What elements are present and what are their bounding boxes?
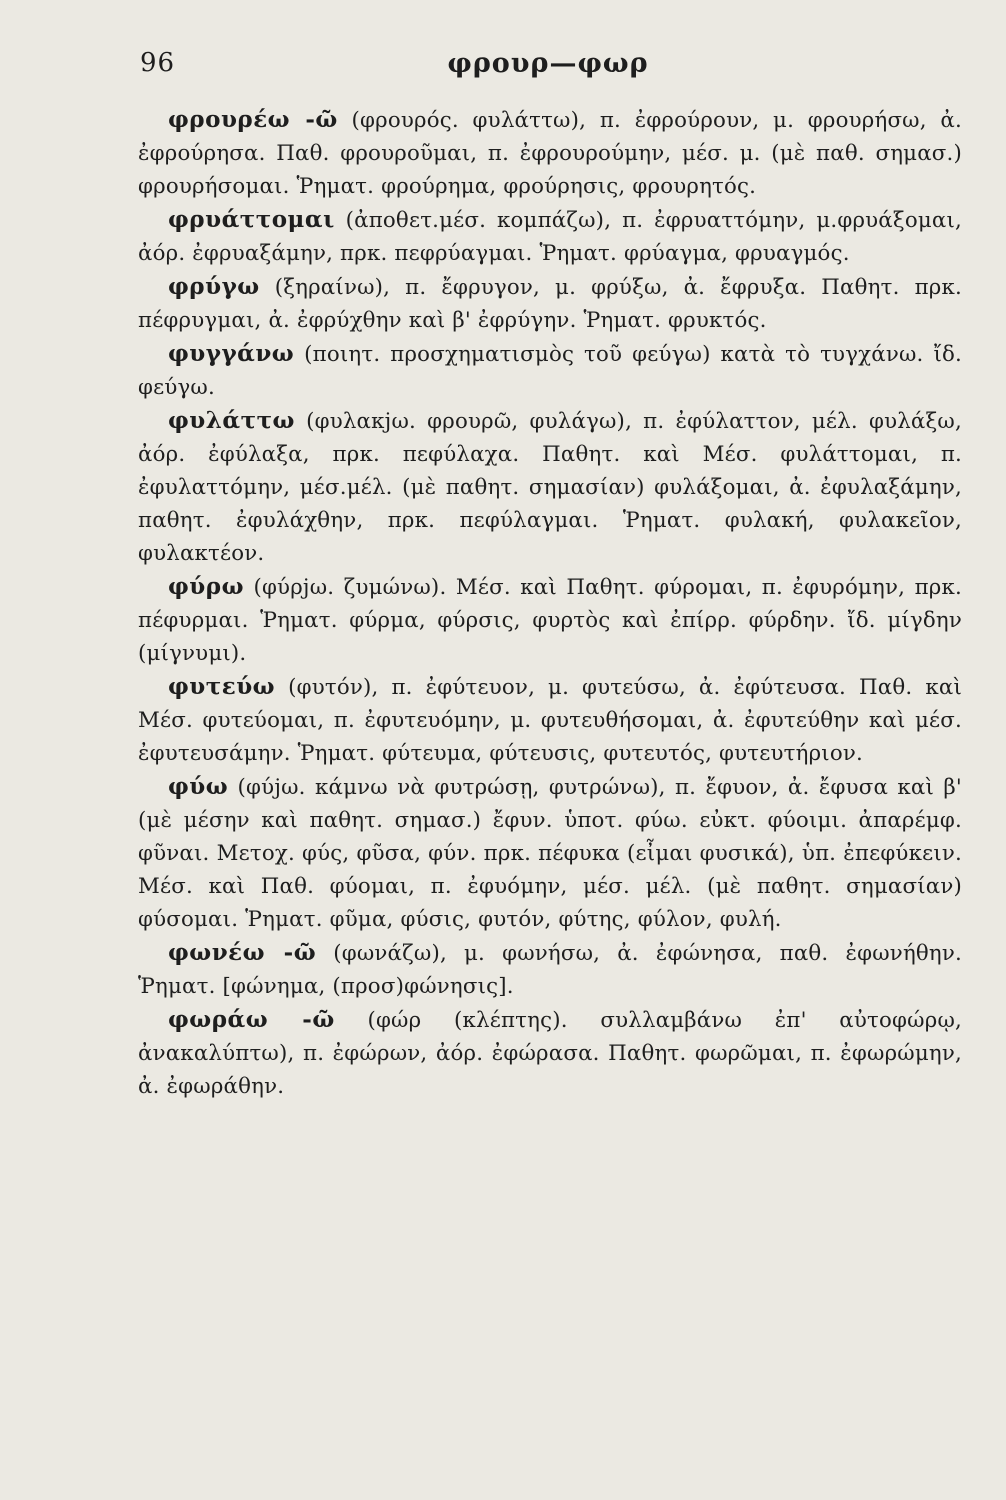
entry-body: (φυλακjω. φρουρῶ, φυλάγω), π. ἐφύλαττον, μέλ. φυλάξω, ἀόρ. ἐφύλαξα, πρκ. πεφύλαχα. Παθητ. καὶ Μέσ. φυλάττομαι, π. ἐφυλαττόμην, μέσ.μέλ. (μὲ παθητ. σημασίαν) φυλάξομαι, ἀ. ἐφυλαξάμην, παθητ. ἐφυλάχθην, πρκ. πεφύλαγμαι. Ῥηματ. φυλακή, φυλακεῖον, φυλακτέον. <box>138 409 962 566</box>
dictionary-entry <box>138 103 962 203</box>
entry-body: (φώρ (κλέπτης). συλλαμβάνω ἐπ' αὐτοφώρῳ, ἀνακαλύπτω), π. ἐφώρων, ἀόρ. ἐφώρασα. Παθητ. φωρῶμαι, π. ἐφωρώμην, ἀ. ἐφωράθην. <box>138 1008 962 1099</box>
entry-headword: φύρω <box>168 573 244 600</box>
entry-body: (φρουρός. φυλάττω), π. ἐφρούρουν, μ. φρουρήσω, ἀ. ἐφρούρησα. Παθ. φρουροῦμαι, π. ἐφρουρούμην, μέσ. μ. (μὲ παθ. σημασ.) φρουρήσομαι. Ῥηματ. φρούρημα, φρούρησις, φρουρητός. <box>138 108 962 199</box>
entry-headword: φυτεύω <box>168 673 276 700</box>
running-head: φρουρ—φωρ <box>447 48 649 79</box>
dictionary-entry <box>138 1003 962 1103</box>
entry-body: (φυτόν), π. ἐφύτευον, μ. φυτεύσω, ἀ. ἐφύτευσα. Παθ. καὶ Μέσ. φυτεύομαι, π. ἐφυτευόμην, μ. φυτευθήσομαι, ἀ. ἐφυτεύθην καὶ μέσ. ἐφυτευσάμην. Ῥηματ. φύτευμα, φύτευσις, φυτευτός, φυτευτήριον. <box>138 675 962 766</box>
entry-headword: φυλάττω <box>168 407 295 434</box>
dictionary-entry <box>138 670 962 770</box>
entry-headword: φωράω -ῶ <box>168 1006 335 1033</box>
entry-headword: φρουρέω -ῶ <box>168 106 338 133</box>
dictionary-entry <box>138 770 962 936</box>
entry-body: (φωνάζω), μ. φωνήσω, ἀ. ἐφώνησα, παθ. ἐφωνήθην. Ῥηματ. [φώνημα, (προσ)φώνησις]. <box>138 941 962 999</box>
entry-list <box>138 103 962 1103</box>
entry-body: (ἀποθετ.μέσ. κομπάζω), π. ἐφρυαττόμην, μ.φρυάξομαι, ἀόρ. ἐφρυαξάμην, πρκ. πεφρύαγμαι. Ῥηματ. φρύαγμα, φρυαγμός. <box>138 208 962 266</box>
entry-headword: φρυάττομαι <box>168 206 335 233</box>
dictionary-entry <box>138 337 962 404</box>
entry-body: (ξηραίνω), π. ἔφρυγον, μ. φρύξω, ἀ. ἔφρυξα. Παθητ. πρκ. πέφρυγμαι, ἀ. ἐφρύχθην καὶ β' ἐφρύγην. Ῥηματ. φρυκτός. <box>138 275 962 333</box>
entry-body: (φύρjω. ζυμώνω). Μέσ. καὶ Παθητ. φύρομαι, π. ἐφυρόμην, πρκ. πέφυρμαι. Ῥηματ. φύρμα, φύρσις, φυρτὸς καὶ ἐπίρρ. φύρδην. ἴδ. μίγδην (μίγνυμι). <box>138 575 962 666</box>
entry-headword: φύω <box>168 773 229 800</box>
page-header <box>138 48 958 88</box>
dictionary-entry <box>138 270 962 337</box>
page-number: 96 <box>140 48 176 78</box>
dictionary-entry <box>138 936 962 1003</box>
entry-headword: φρύγω <box>168 273 260 300</box>
dictionary-entry <box>138 404 962 570</box>
dictionary-entry <box>138 203 962 270</box>
entry-headword: φωνέω -ῶ <box>168 939 317 966</box>
entry-body: (φύjω. κάμνω νὰ φυτρώσῃ, φυτρώνω), π. ἔφυον, ἀ. ἔφυσα καὶ β' (μὲ μέσην καὶ παθητ. σημασ.) ἔφυν. ὑποτ. φύω. εὐκτ. φύοιμι. ἀπαρέμφ. φῦναι. Μετοχ. φύς, φῦσα, φύν. πρκ. πέφυκα (εἶμαι φυσικά), ὑπ. ἐπεφύκειν. Μέσ. καὶ Παθ. φύομαι, π. ἐφυόμην, μέσ. μέλ. (μὲ παθητ. σημασίαν) φύσομαι. Ῥηματ. φῦμα, φύσις, φυτόν, φύτης, φύλον, φυλή. <box>138 775 962 932</box>
entry-body: (ποιητ. προσχηματισμὸς τοῦ φεύγω) κατὰ τὸ τυγχάνω. ἴδ. φεύγω. <box>138 342 962 400</box>
entry-headword: φυγγάνω <box>168 340 295 367</box>
dictionary-entry <box>138 570 962 670</box>
